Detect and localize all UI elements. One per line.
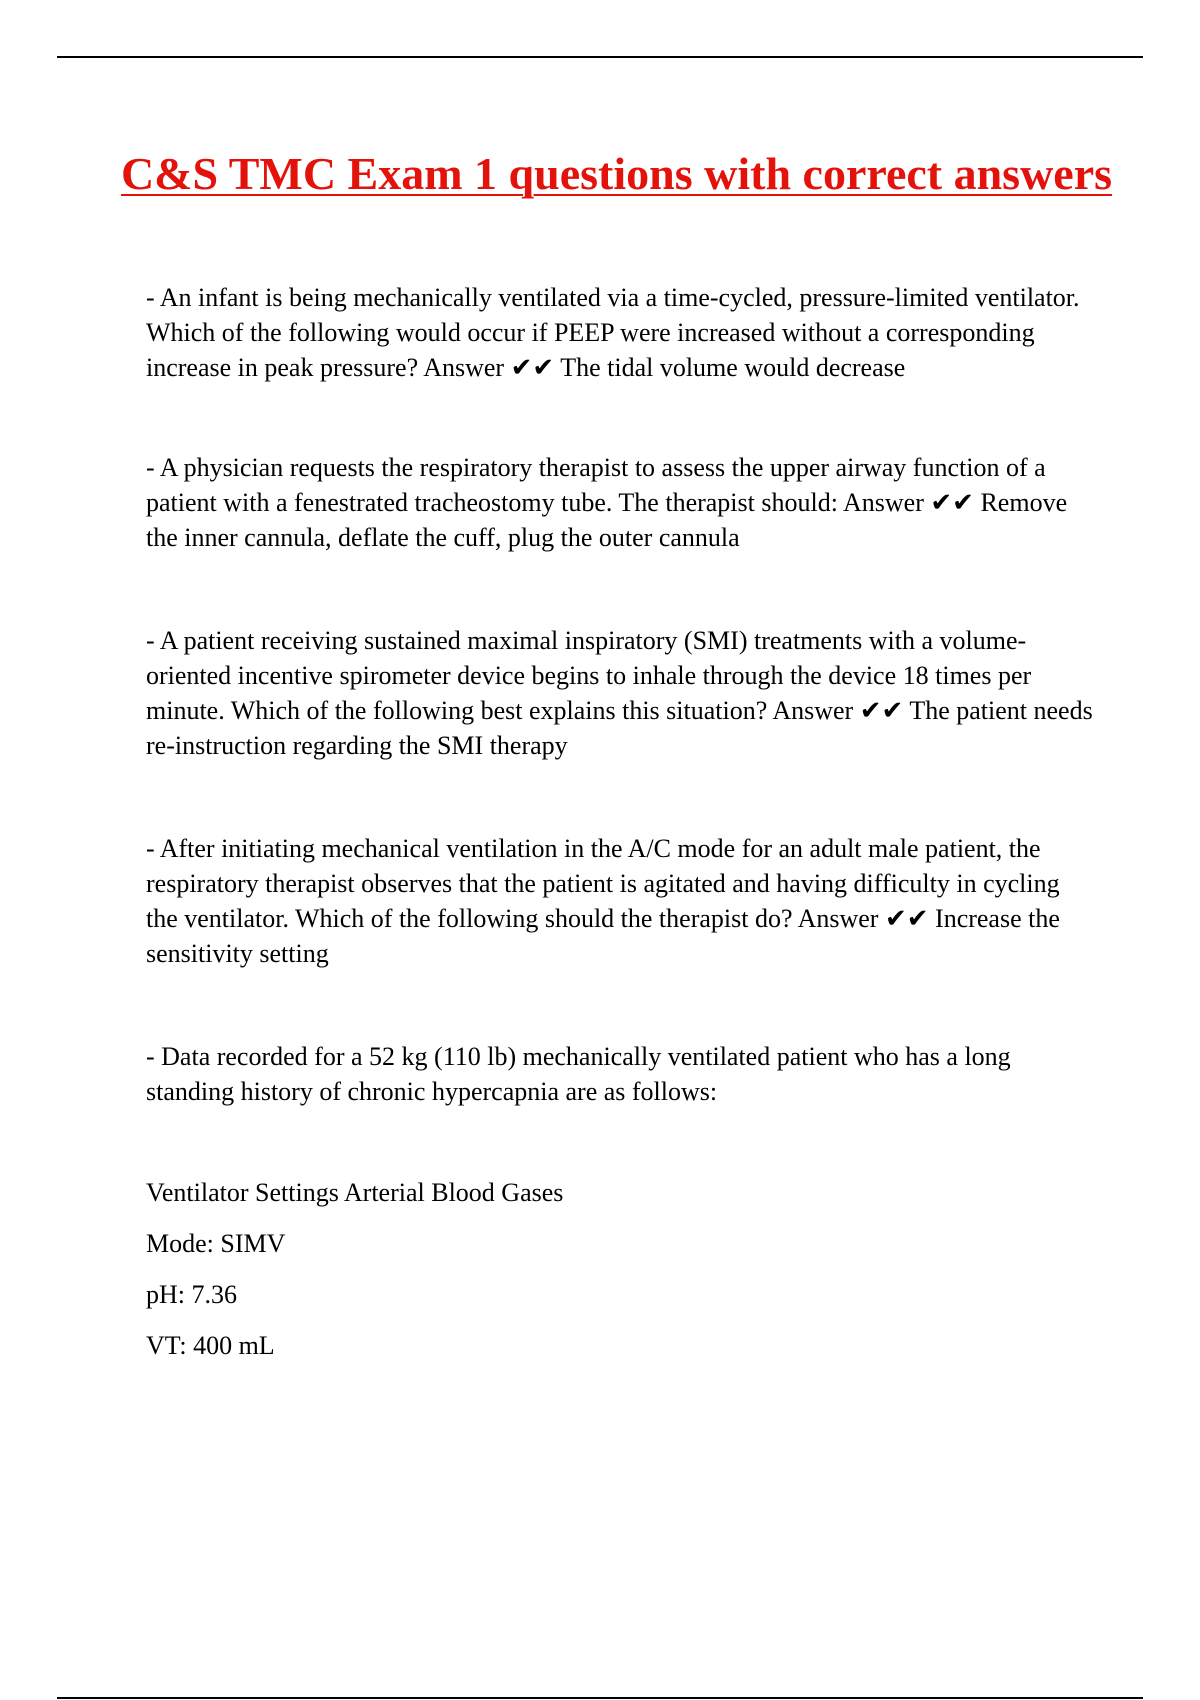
question-prompt: - A physician requests the respiratory therapist to assess the upper airway function of a patient with a fenestrated tracheostomy tube. The therapist should: <box>146 453 1046 517</box>
table-line-ph: pH: 7.36 <box>146 1280 237 1309</box>
question-prompt: - A patient receiving sustained maximal inspiratory (SMI) treatments with a volume-oriented incentive spirometer device begins to inhale through the device 18 times per minute. Which of the following best explains this situation? <box>146 626 1032 725</box>
answer-marker: Answer ✔✔ <box>843 488 974 517</box>
question-answer: The patient needs re-instruction regarding the SMI therapy <box>146 696 1093 760</box>
question-prompt: - Data recorded for a 52 kg (110 lb) mechanically ventilated patient who has a long standing history of chronic hypercapnia are as follows: <box>146 1042 1011 1106</box>
question-1 <box>146 280 1096 385</box>
document-title: C&S TMC Exam 1 questions with correct answers <box>120 148 1113 199</box>
question-5 <box>146 1039 1096 1109</box>
table-line-vt: VT: 400 mL <box>146 1331 275 1360</box>
question-answer: Remove the inner cannula, deflate the cuff, plug the outer cannula <box>146 488 1068 552</box>
answer-marker: Answer ✔✔ <box>772 696 904 725</box>
question-answer: Increase the sensitivity setting <box>146 904 1060 968</box>
question-prompt: - After initiating mechanical ventilation in the A/C mode for an adult male patient, the respiratory therapist observes that the patient is agitated and having difficulty in cycling the ventilator. Which of the following should the therapist do? <box>146 834 1060 933</box>
top-rule <box>57 56 1143 58</box>
question-answer: The tidal volume would decrease <box>560 353 906 382</box>
bottom-rule <box>57 1697 1143 1699</box>
table-header-line: Ventilator Settings Arterial Blood Gases <box>146 1178 564 1207</box>
table-line-mode: Mode: SIMV <box>146 1229 286 1258</box>
data-table <box>146 1175 1096 1363</box>
question-4 <box>146 831 1096 971</box>
document-body <box>146 280 1096 1379</box>
answer-marker: Answer ✔✔ <box>423 353 555 382</box>
question-prompt: - An infant is being mechanically ventilated via a time-cycled, pressure-limited ventilator. Which of the following would occur if PEEP were increased without a corresponding increase in peak pressure? <box>146 283 1080 382</box>
answer-marker: Answer ✔✔ <box>797 904 929 933</box>
question-2 <box>146 450 1096 555</box>
question-3 <box>146 623 1096 763</box>
